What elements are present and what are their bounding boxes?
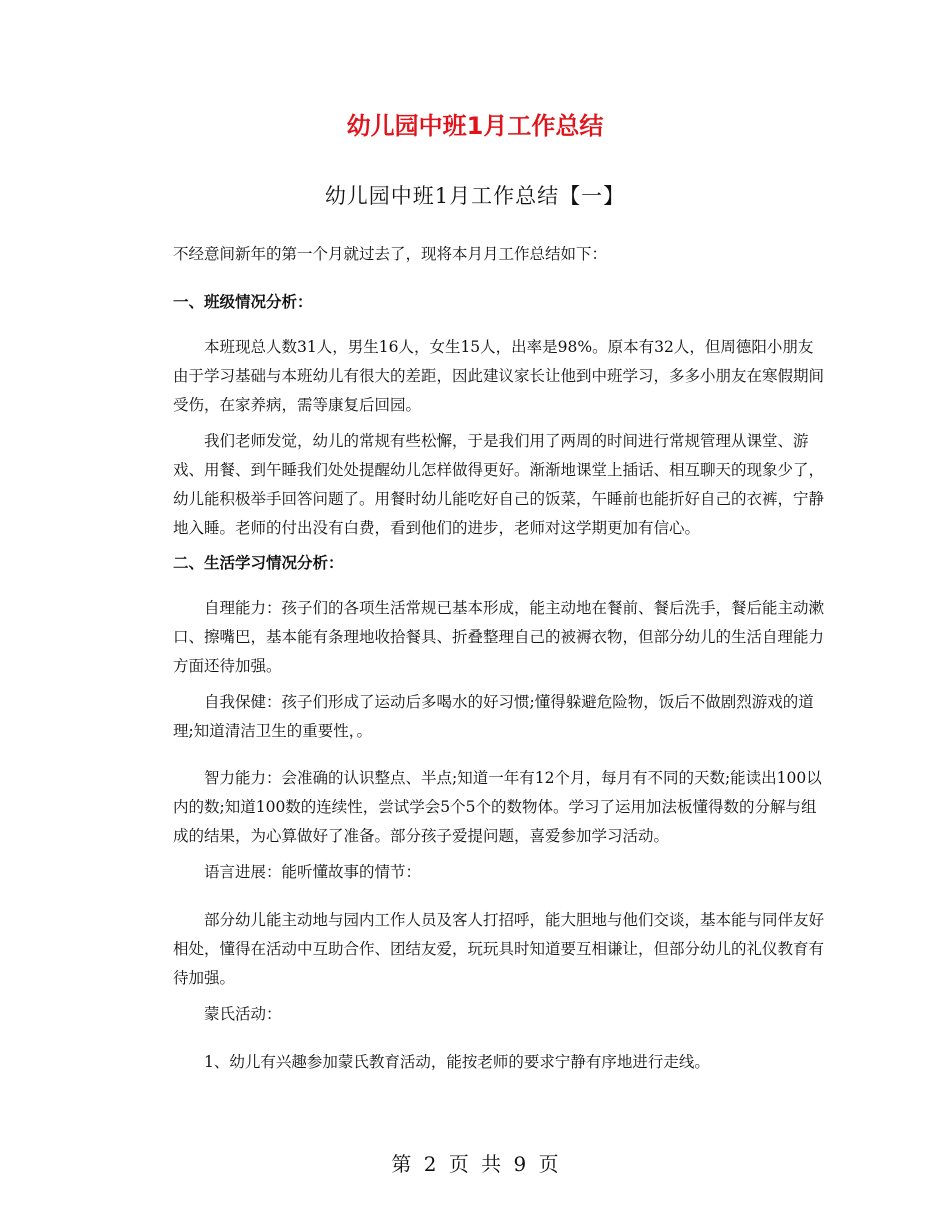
page-number-footer: 第 2 页 共 9 页	[391, 1152, 559, 1176]
paragraph-montessori-item-1: 1、幼儿有兴趣参加蒙氏教育活动，能按老师的要求宁静有序地进行走线。	[204, 1053, 710, 1071]
paragraph-class-count: 本班现总人数31人，男生16人，女生15人，出率是98%。原本有32人，但周德阳小朋友由于学习基础与本班幼儿有很大的差距，因此建议家长让他到中班学习，多多小朋友在寒假期间受伤，在家养病，需等康复后回园。	[173, 338, 825, 414]
paragraph-routine: 我们老师发觉，幼儿的常规有些松懈，于是我们用了两周的时间进行常规管理从课堂、游戏、用餐、到午睡我们处处提醒幼儿怎样做得更好。渐渐地课堂上插话、相互聊天的现象少了，幼儿能积极举手回答问题了。用餐时幼儿能吃好自己的饭菜，午睡前也能折好自己的衣裤，宁静地入睡。老师的付出没有白费，看到他们的进步，老师对这学期更加有信心。	[173, 432, 825, 537]
document-title: 幼儿园中班1月工作总结	[346, 112, 604, 140]
paragraph-intelligence: 智力能力：会准确的认识整点、半点;知道一年有12个月，每月有不同的天数;能读出100以内的数;知道100数的连续性，尝试学会5个5个的数物体。学习了运用加法板懂得数的分解与组成的结果，为心算做好了准备。部分孩子爱提问题，喜爱参加学习活动。	[173, 769, 822, 845]
paragraph-language: 语言进展：能听懂故事的情节：	[204, 863, 422, 881]
intro-paragraph: 不经意间新年的第一个月就过去了，现将本月月工作总结如下：	[173, 245, 608, 263]
paragraph-social: 部分幼儿能主动地与园内工作人员及客人打招呼，能大胆地与他们交谈，基本能与同伴友好相处，懂得在活动中互助合作、团结友爱，玩玩具时知道要互相谦让，但部分幼儿的礼仪教育有待加强。	[173, 911, 825, 987]
section-heading-class-analysis: 一、班级情况分析：	[173, 293, 313, 311]
paragraph-self-health: 自我保健：孩子们形成了运动后多喝水的好习惯;懂得躲避危险物，饭后不做剧烈游戏的道理;知道清洁卫生的重要性，。	[173, 693, 814, 740]
paragraph-montessori-heading: 蒙氏活动：	[204, 1005, 282, 1023]
section-heading-life-study: 二、生活学习情况分析：	[173, 554, 344, 572]
paragraph-self-care: 自理能力：孩子们的各项生活常规已基本形成，能主动地在餐前、餐后洗手，餐后能主动漱口、擦嘴巴，基本能有条理地收拾餐具、折叠整理自己的被褥衣物，但部分幼儿的生活自理能力方面还待加强。	[173, 599, 825, 675]
document-subtitle: 幼儿园中班1月工作总结【一】	[324, 184, 626, 208]
